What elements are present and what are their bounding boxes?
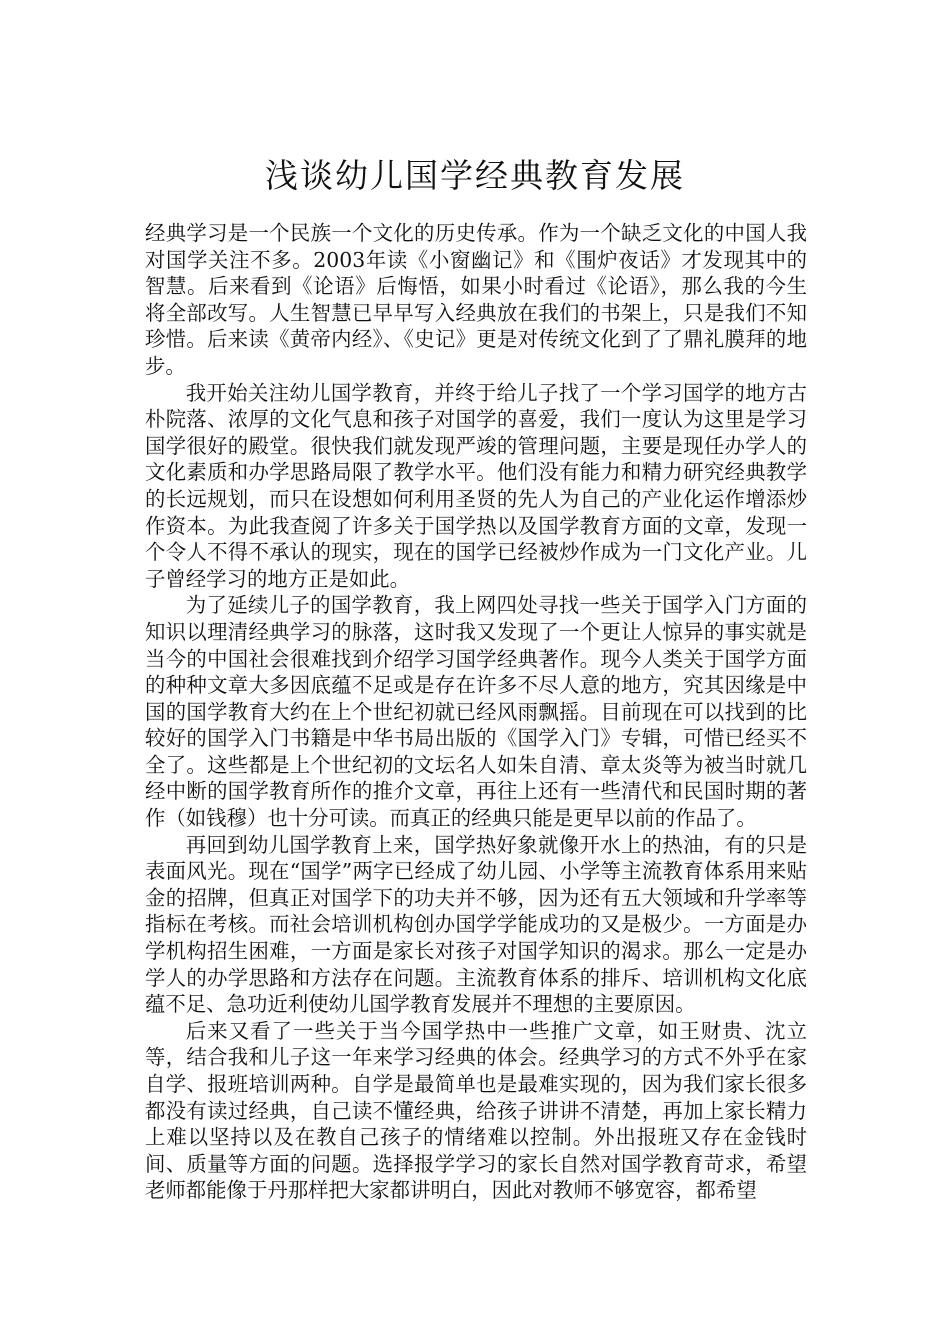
paragraph-1: 经典学习是一个民族一个文化的历史传承。作为一个缺乏文化的中国人我对国学关注不多。2003年读《小窗幽记》和《围炉夜话》才发现其中的智慧。后来看到《论语》后悔悟，如果小时看过《论语》，那么我的今生将全部改写。人生智慧已早早写入经典放在我们的书架上，只是我们不知珍惜。后来读《黄帝内经》、《史记》更是对传统文化到了了鼎礼膜拜的地步。 bbox=[145, 221, 807, 378]
paragraph-2: 我开始关注幼儿国学教育，并终于给儿子找了一个学习国学的地方古朴院落、浓厚的文化气息和孩子对国学的喜爱，我们一度认为这里是学习国学很好的殿堂。很快我们就发现严竣的管理问题，主要是现任办学人的文化素质和办学思路局限了教学水平。他们没有能力和精力研究经典教学的长远规划，而只在设想如何利用圣贤的先人为自己的产业化运作增添炒作资本。为此我查阅了许多关于国学热以及国学教育方面的文章，发现一个令人不得不承认的现实，现在的国学已经被炒作成为一门文化产业。儿子曾经学习的地方正是如此。 bbox=[145, 380, 807, 591]
document-title: 浅谈幼儿国学经典教育发展 bbox=[265, 156, 685, 195]
paragraph-3: 为了延续儿子的国学教育，我上网四处寻找一些关于国学入门方面的知识以理清经典学习的脉落，这时我又发现了一个更让人惊异的事实就是当今的中国社会很难找到介绍学习国学经典著作。现今人类关于国学方面的种种文章大多因底蕴不足或是存在许多不尽人意的地方，究其因缘是中国的国学教育大约在上个世纪初就已经风雨飘摇。目前现在可以找到的比较好的国学入门书籍是中华书局出版的《国学入门》专辑，可惜已经买不全了。这些都是上个世纪初的文坛名人如朱自清、章太炎等为被当时就几经中断的国学教育所作的推介文章，再往上还有一些清代和民国时期的著作（如钱穆）也十分可读。而真正的经典只能是更早以前的作品了。 bbox=[145, 593, 807, 831]
paragraph-5: 后来又看了一些关于当今国学热中一些推广文章，如王财贵、沈立等，结合我和儿子这一年来学习经典的体会。经典学习的方式不外乎在家自学、报班培训两种。自学是最简单也是最难实现的，因为我们家长很多都没有读过经典，自己读不懂经典，给孩子讲讲不清楚，再加上家长精力上难以坚持以及在教自己孩子的情绪难以控制。外出报班又存在金钱时间、质量等方面的问题。选择报学学习的家长自然对国学教育苛求，希望老师都能像于丹那样把大家都讲明白，因此对教师不够宽容，都希望 bbox=[145, 1018, 807, 1203]
paragraph-4: 再回到幼儿国学教育上来，国学热好象就像开水上的热油，有的只是表面风光。现在“国学”两字已经成了幼儿园、小学等主流教育体系用来贴金的招牌，但真正对国学下的功夫并不够，因为还有五大领域和升学率等指标在考核。而社会培训机构创办国学学能成功的又是极少。一方面是办学机构招生困难，一方面是家长对孩子对国学知识的渴求。那么一定是办学人的办学思路和方法存在问题。主流教育体系的排斥、培训机构文化底蕴不足、急功近利使幼儿国学教育发展并不理想的主要原因。 bbox=[145, 832, 807, 1017]
document-body bbox=[145, 220, 807, 1204]
